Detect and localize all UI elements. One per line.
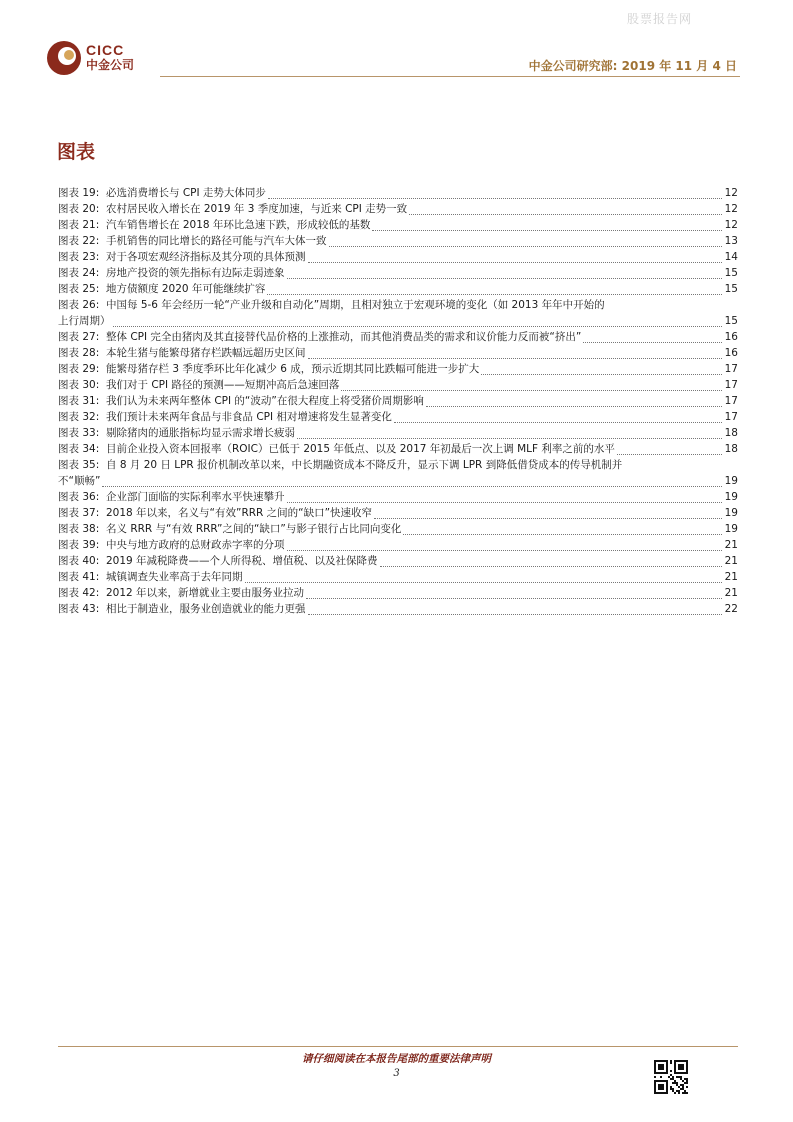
toc-entry[interactable] (58, 537, 738, 553)
toc-entry-page: 15 (724, 315, 738, 327)
figure-list (58, 185, 738, 617)
toc-entry[interactable] (58, 361, 738, 377)
logo-mark-icon (46, 40, 82, 76)
toc-entry-page: 18 (724, 443, 738, 455)
toc-entry-page: 19 (724, 507, 738, 519)
toc-entry-label: 图表 21: (58, 219, 100, 231)
toc-leader-dots (380, 566, 722, 567)
toc-leader-dots (287, 550, 723, 551)
toc-entry-label: 图表 31: (58, 395, 100, 407)
toc-leader-dots (329, 246, 723, 247)
toc-entry[interactable] (58, 249, 738, 265)
toc-entry-page: 19 (724, 523, 738, 535)
toc-entry-label: 图表 22: (58, 235, 100, 247)
toc-entry[interactable] (58, 233, 738, 249)
toc-entry-page: 15 (724, 267, 738, 279)
toc-leader-dots (394, 422, 722, 423)
toc-entry-label: 图表 40: (58, 555, 100, 567)
qr-code-icon (654, 1060, 688, 1094)
toc-entry-title: 能繁母猪存栏 3 季度季环比年化减少 6 成，预示近期其同比跌幅可能进一步扩大 (106, 363, 480, 375)
toc-entry-label: 图表 26: (58, 299, 100, 311)
toc-entry-page: 19 (724, 475, 738, 487)
cicc-logo (46, 40, 156, 76)
toc-entry-title: 目前企业投入资本回报率（ROIC）已低于 2015 年低点、以及 2017 年初最后一次上调 MLF 利率之前的水平 (106, 443, 615, 455)
toc-leader-dots (245, 582, 723, 583)
toc-entry-title: 我们预计未来两年食品与非食品 CPI 相对增速将发生显著变化 (106, 411, 392, 423)
toc-entry-title: 相比于制造业，服务业创造就业的能力更强 (106, 603, 306, 615)
toc-leader-dots (409, 214, 722, 215)
toc-entry-page: 21 (724, 571, 738, 583)
footer-legal-note: 请仔细阅读在本报告尾部的重要法律声明 (302, 1053, 491, 1065)
toc-entry[interactable] (58, 329, 738, 345)
toc-entry-label: 图表 24: (58, 267, 100, 279)
toc-entry-title: 自 8 月 20 日 LPR 报价机制改革以来，中长期融资成本不降反升，显示下调 LPR 到降低借贷成本的传导机制并 (106, 459, 623, 471)
toc-entry-title: 城镇调查失业率高于去年同期 (106, 571, 243, 583)
toc-entry-page: 13 (724, 235, 738, 247)
toc-leader-dots (403, 534, 722, 535)
toc-entry[interactable] (58, 297, 738, 329)
toc-leader-dots (617, 454, 722, 455)
toc-entry-page: 21 (724, 587, 738, 599)
toc-entry[interactable] (58, 553, 738, 569)
toc-leader-dots (583, 342, 722, 343)
toc-entry[interactable] (58, 409, 738, 425)
toc-entry-label: 图表 20: (58, 203, 100, 215)
toc-entry[interactable] (58, 393, 738, 409)
toc-entry-page: 22 (724, 603, 738, 615)
toc-leader-dots (113, 326, 722, 327)
header-date: 中金公司研究部: 2019 年 11 月 4 日 (528, 59, 737, 73)
toc-entry[interactable] (58, 345, 738, 361)
toc-entry-page: 12 (724, 203, 738, 215)
toc-entry-page: 14 (724, 251, 738, 263)
toc-entry-title-continued: 上行周期） (58, 315, 111, 327)
toc-entry-label: 图表 43: (58, 603, 100, 615)
toc-entry-title: 中国每 5-6 年会经历一轮“产业升级和自动化”周期，且相对独立于宏观环境的变化（如 2013 年年中开始的 (106, 299, 605, 311)
toc-entry-title: 地方债额度 2020 年可能继续扩容 (106, 283, 266, 295)
toc-entry[interactable] (58, 217, 738, 233)
toc-entry-page: 18 (724, 427, 738, 439)
toc-entry-label: 图表 32: (58, 411, 100, 423)
toc-leader-dots (426, 406, 722, 407)
toc-entry[interactable] (58, 457, 738, 489)
toc-entry[interactable] (58, 441, 738, 457)
watermark: 股票报告网 (627, 12, 693, 26)
toc-entry-page: 17 (724, 363, 738, 375)
header-divider (160, 76, 740, 77)
toc-entry-title-continued: 不“顺畅” (58, 475, 101, 487)
toc-entry[interactable] (58, 489, 738, 505)
toc-entry-title: 房地产投资的领先指标有边际走弱迹象 (106, 267, 285, 279)
toc-entry-page: 21 (724, 539, 738, 551)
toc-leader-dots (308, 614, 723, 615)
toc-entry-title: 中央与地方政府的总财政赤字率的分项 (106, 539, 285, 551)
toc-entry-title: 剔除猪肉的通胀指标均显示需求增长疲弱 (106, 427, 295, 439)
toc-entry-page: 12 (724, 219, 738, 231)
toc-entry-label: 图表 29: (58, 363, 100, 375)
toc-entry[interactable] (58, 185, 738, 201)
toc-entry-label: 图表 34: (58, 443, 100, 455)
toc-entry-page: 17 (724, 395, 738, 407)
toc-leader-dots (306, 598, 722, 599)
toc-entry-page: 16 (724, 331, 738, 343)
toc-entry-label: 图表 39: (58, 539, 100, 551)
toc-entry-title: 汽车销售增长在 2018 年环比急速下跌，形成较低的基数 (106, 219, 371, 231)
toc-entry-label: 图表 33: (58, 427, 100, 439)
toc-entry-label: 图表 41: (58, 571, 100, 583)
section-title: 图表 (57, 141, 96, 163)
toc-entry[interactable] (58, 265, 738, 281)
toc-entry-title: 必选消费增长与 CPI 走势大体同步 (106, 187, 266, 199)
toc-leader-dots (102, 486, 722, 487)
toc-entry-label: 图表 42: (58, 587, 100, 599)
toc-entry-page: 15 (724, 283, 738, 295)
toc-entry-title: 企业部门面临的实际利率水平快速攀升 (106, 491, 285, 503)
toc-entry-title: 手机销售的同比增长的路径可能与汽车大体一致 (106, 235, 327, 247)
toc-leader-dots (287, 502, 723, 503)
toc-entry-title: 2018 年以来，名义与“有效”RRR 之间的“缺口”快速收窄 (106, 507, 373, 519)
toc-entry-title: 我们对于 CPI 路径的预测——短期冲高后急速回落 (106, 379, 340, 391)
toc-entry[interactable] (58, 521, 738, 537)
toc-entry-label: 图表 37: (58, 507, 100, 519)
toc-leader-dots (308, 262, 723, 263)
toc-entry-title: 整体 CPI 完全由猪肉及其直接替代品价格的上涨推动，而其他消费品类的需求和议价能力反而被“挤出” (106, 331, 582, 343)
toc-entry-title: 2019 年减税降费——个人所得税、增值税、以及社保降费 (106, 555, 378, 567)
toc-entry-label: 图表 25: (58, 283, 100, 295)
toc-entry-title: 对于各项宏观经济指标及其分项的具体预测 (106, 251, 306, 263)
toc-entry-label: 图表 19: (58, 187, 100, 199)
toc-entry-page: 16 (724, 347, 738, 359)
footer-divider (58, 1046, 738, 1047)
toc-leader-dots (341, 390, 722, 391)
toc-entry-label: 图表 28: (58, 347, 100, 359)
toc-entry[interactable] (58, 569, 738, 585)
toc-entry-title: 农村居民收入增长在 2019 年 3 季度加速，与近来 CPI 走势一致 (106, 203, 408, 215)
toc-entry-label: 图表 23: (58, 251, 100, 263)
toc-entry-label: 图表 35: (58, 459, 100, 471)
logo-cn-text: 中金公司 (86, 58, 135, 72)
toc-leader-dots (297, 438, 722, 439)
toc-entry[interactable] (58, 425, 738, 441)
toc-entry-title: 名义 RRR 与“有效 RRR”之间的“缺口”与影子银行占比同向变化 (106, 523, 402, 535)
logo-en-text: CICC (86, 42, 125, 58)
toc-entry-page: 17 (724, 379, 738, 391)
toc-entry-title: 2012 年以来，新增就业主要由服务业拉动 (106, 587, 305, 599)
toc-leader-dots (481, 374, 722, 375)
toc-entry[interactable] (58, 601, 738, 617)
toc-entry[interactable] (58, 505, 738, 521)
toc-leader-dots (372, 230, 722, 231)
toc-leader-dots (374, 518, 722, 519)
toc-leader-dots (268, 198, 722, 199)
toc-leader-dots (287, 278, 723, 279)
toc-entry-title: 本轮生猪与能繁母猪存栏跌幅远超历史区间 (106, 347, 306, 359)
toc-entry-page: 17 (724, 411, 738, 423)
toc-entry-label: 图表 38: (58, 523, 100, 535)
toc-entry-page: 21 (724, 555, 738, 567)
toc-entry-title: 我们认为未来两年整体 CPI 的“波动”在很大程度上将受猪价周期影响 (106, 395, 424, 407)
toc-entry-page: 19 (724, 491, 738, 503)
toc-entry-page: 12 (724, 187, 738, 199)
toc-leader-dots (267, 294, 722, 295)
toc-entry[interactable] (58, 201, 738, 217)
toc-leader-dots (308, 358, 723, 359)
toc-entry-label: 图表 30: (58, 379, 100, 391)
toc-entry-label: 图表 27: (58, 331, 100, 343)
toc-entry[interactable] (58, 281, 738, 297)
toc-entry[interactable] (58, 377, 738, 393)
page-number: 3 (393, 1068, 400, 1079)
toc-entry[interactable] (58, 585, 738, 601)
toc-entry-label: 图表 36: (58, 491, 100, 503)
